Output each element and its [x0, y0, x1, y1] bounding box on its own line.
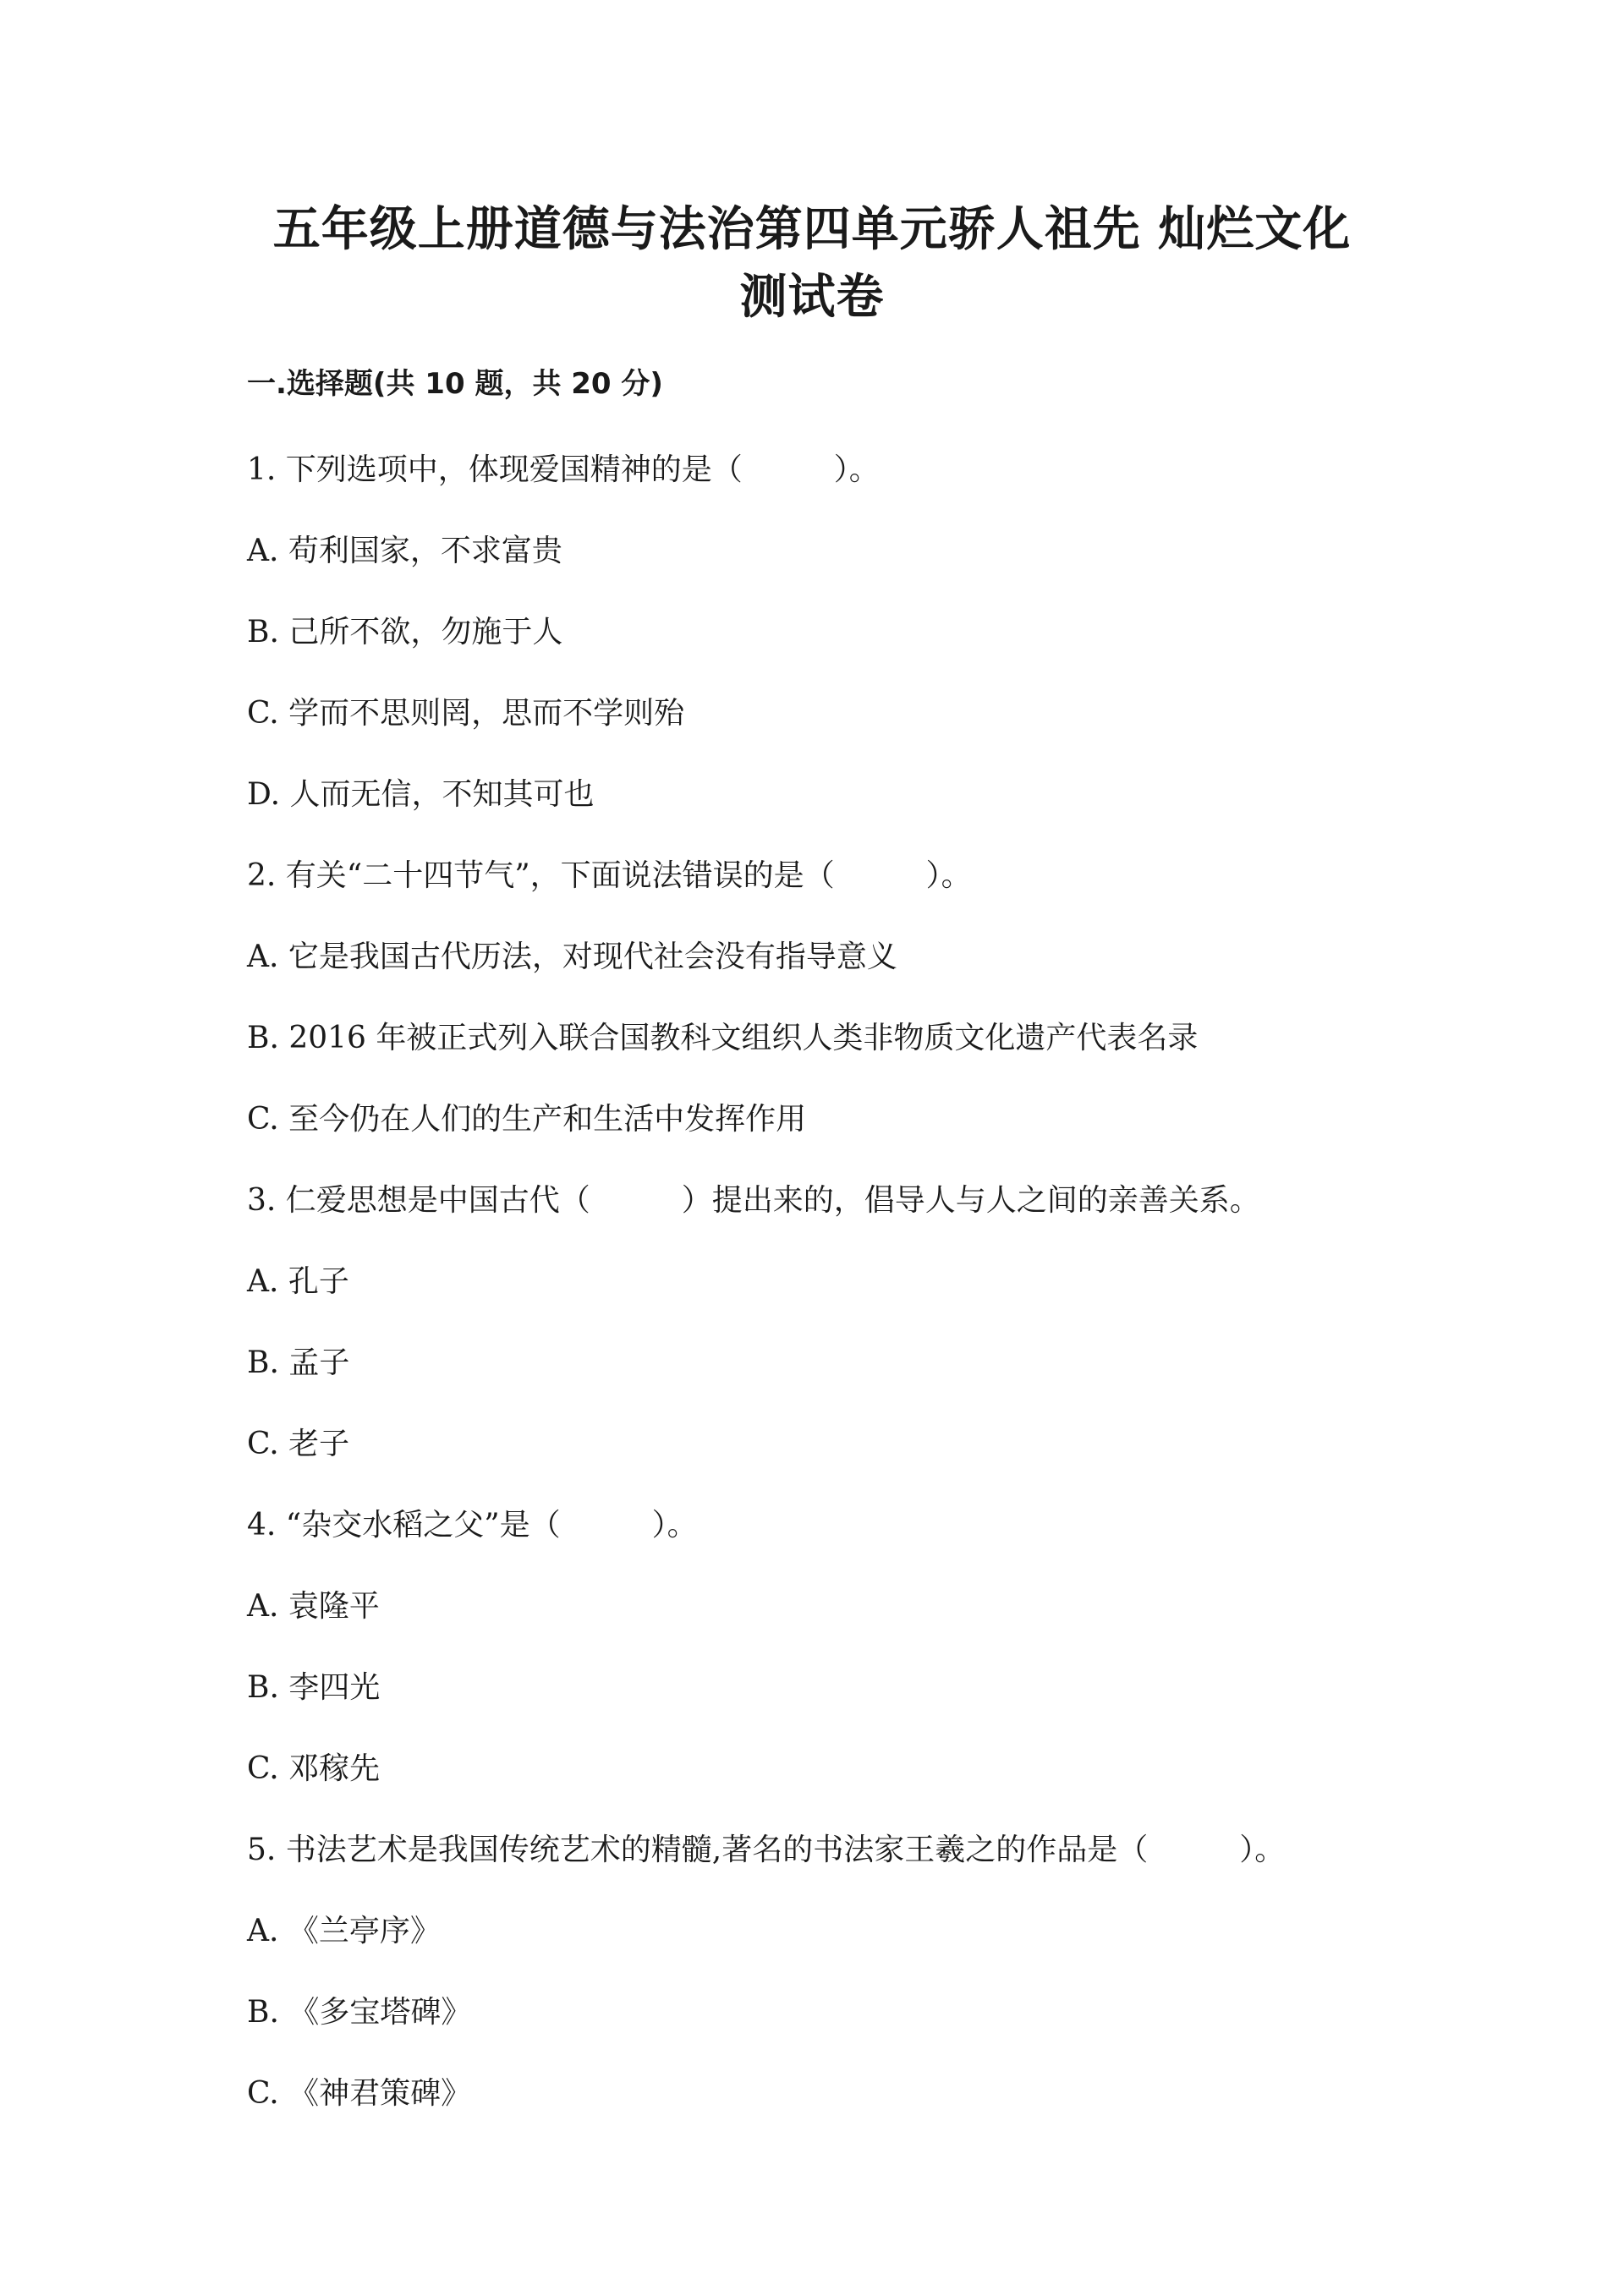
question-4-option-c: C. 邓稼先	[247, 1751, 381, 1786]
question-4-option-b: B. 李四光	[247, 1670, 381, 1705]
question-1-stem: 1. 下列选项中，体现爱国精神的是（ ）。	[247, 452, 880, 487]
question-list	[247, 448, 1448, 2153]
question-3-option-b: B. 孟子	[247, 1345, 350, 1380]
question-4-stem: 4. “杂交水稻之父”是（ ）。	[247, 1508, 698, 1543]
question-5-option-c: C. 《神君策碑》	[247, 2076, 472, 2111]
question-3-option-c: C. 老子	[247, 1427, 350, 1461]
question-3-stem: 3. 仁爱思想是中国古代（ ）提出来的，倡导人与人之间的亲善关系。	[247, 1183, 1260, 1218]
question-4-option-a: A. 袁隆平	[247, 1589, 380, 1624]
question-2-stem: 2. 有关“二十四节气”，下面说法错误的是（ ）。	[247, 858, 972, 893]
page-title-line-1: 五年级上册道德与法治第四单元骄人祖先 灿烂文化	[272, 202, 1352, 257]
question-5-option-a: A. 《兰亭序》	[247, 1914, 441, 1948]
question-2-option-c: C. 至今仍在人们的生产和生活中发挥作用	[247, 1102, 807, 1137]
question-1-option-c: C. 学而不思则罔，思而不学则殆	[247, 696, 685, 731]
question-3-option-a: A. 孔子	[247, 1264, 349, 1299]
question-2-option-a: A. 它是我国古代历法，对现代社会没有指导意义	[247, 940, 897, 974]
page-title-line-2: 测试卷	[739, 270, 885, 325]
question-2-option-b: B. 2016 年被正式列入联合国教科文组织人类非物质文化遗产代表名录	[247, 1021, 1199, 1055]
section-heading: 一.选择题(共 10 题，共 20 分)	[247, 367, 663, 401]
question-1-option-b: B. 己所不欲，勿施于人	[247, 615, 563, 649]
question-1-option-a: A. 苟利国家，不求富贵	[247, 534, 562, 568]
question-5-option-b: B. 《多宝塔碑》	[247, 1995, 472, 2030]
question-1-option-d: D. 人而无信，不知其可也	[247, 777, 595, 812]
question-5-stem: 5. 书法艺术是我国传统艺术的精髓,著名的书法家王羲之的作品是（ ）。	[247, 1833, 1286, 1867]
